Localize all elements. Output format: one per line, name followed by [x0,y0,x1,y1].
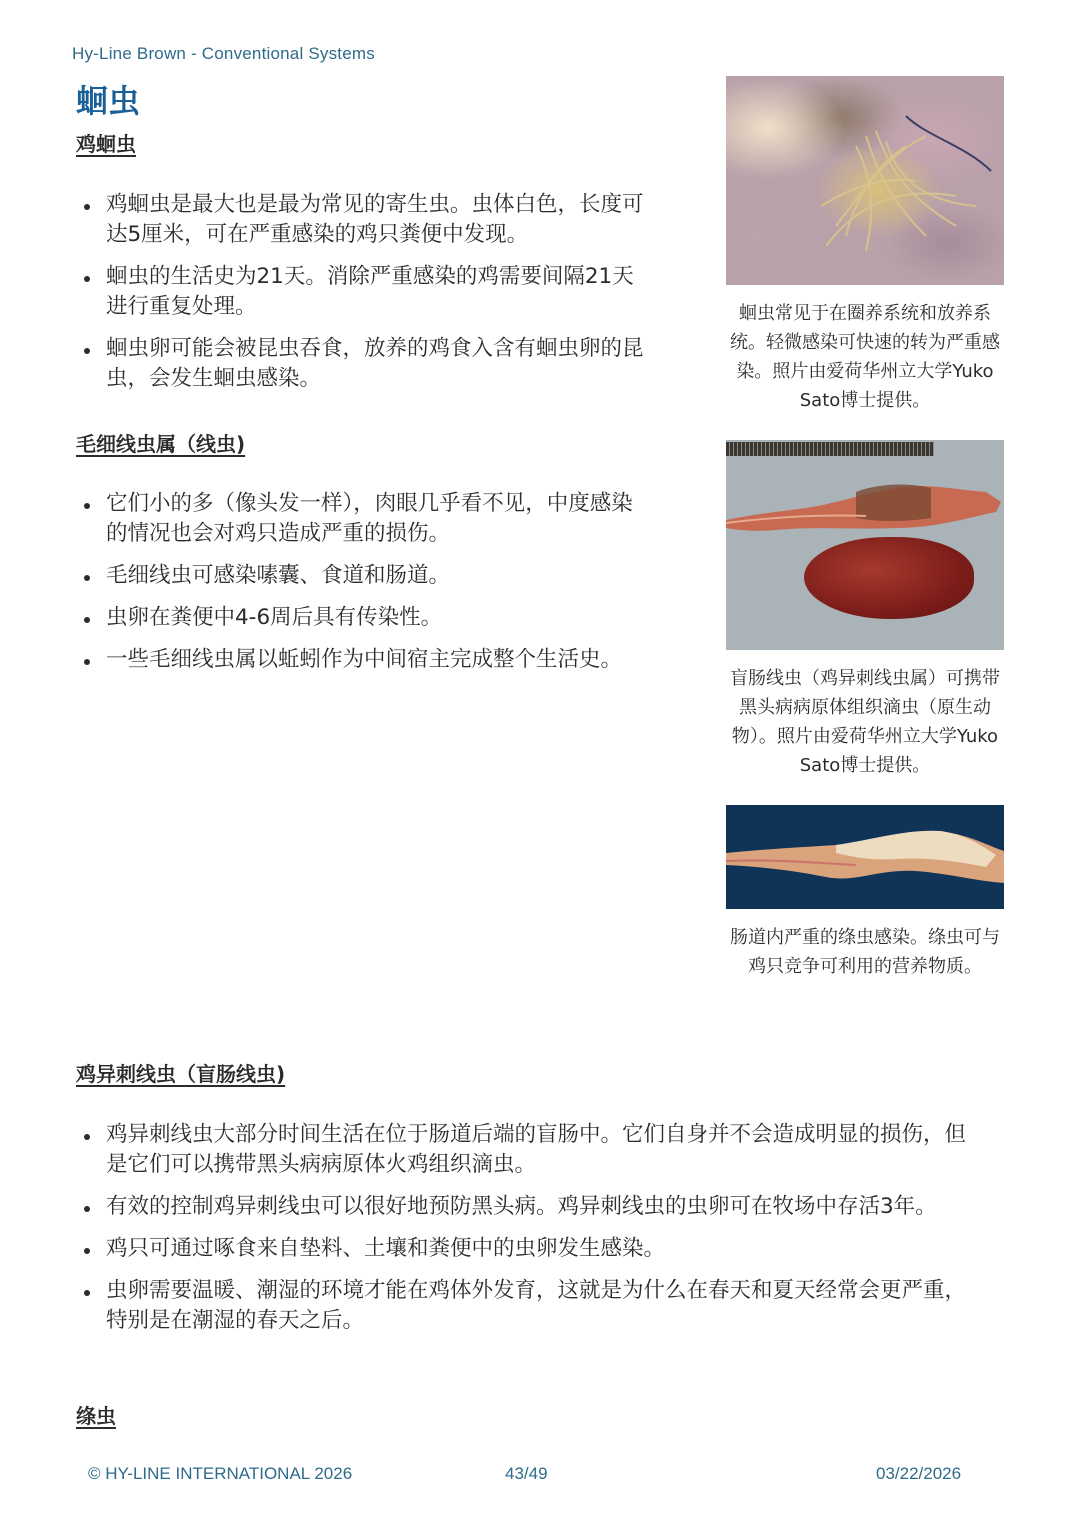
list-item: 鸡只可通过啄食来自垫料、土壤和粪便中的虫卵发生感染。 [76,1234,986,1264]
liver-graphic [804,537,974,619]
list-item: 一些毛细线虫属以蚯蚓作为中间宿主完成整个生活史。 [76,645,646,675]
list-item: 蛔虫卵可能会被昆虫吞食，放养的鸡食入含有蛔虫卵的昆虫，会发生蛔虫感染。 [76,334,646,394]
page-title: 蛔虫 [76,82,141,120]
ruler-graphic [726,442,934,456]
footer-page-number: 43/49 [505,1464,548,1483]
worm-strands-graphic [726,76,1004,285]
cecal-worms-and-liver-photo [726,440,1004,650]
heterakis-bullet-list [76,1120,986,1348]
list-item: 鸡异刺线虫大部分时间生活在位于肠道后端的盲肠中。它们自身并不会造成明显的损伤，但是它们可以携带黑头病病原体火鸡组织滴虫。 [76,1120,986,1180]
list-item: 虫卵在粪便中4-6周后具有传染性。 [76,603,646,633]
footer-copyright: © HY-LINE INTERNATIONAL 2026 [88,1464,353,1483]
capillaria-bullet-list [76,489,646,687]
tapeworm-intestine-photo [726,805,1004,909]
document-header: Hy-Line Brown - Conventional Systems [72,44,375,63]
list-item: 鸡蛔虫是最大也是最为常见的寄生虫。虫体白色，长度可达5厘米，可在严重感染的鸡只粪便中发现。 [76,190,646,250]
cecum-graphic [726,478,1004,538]
figure-caption: 肠道内严重的绦虫感染。绦虫可与鸡只竞争可利用的营养物质。 [730,927,1000,977]
figure-caption: 盲肠线虫（鸡异刺线虫属）可携带黑头病病原体组织滴虫（原生动物）。照片由爱荷华州立大学Yuko Sato博士提供。 [730,668,1000,776]
figure-caption: 蛔虫常见于在圈养系统和放养系统。轻微感染可快速的转为严重感染。照片由爱荷华州立大学Yuko Sato博士提供。 [730,303,1000,411]
list-item: 虫卵需要温暖、潮湿的环境才能在鸡体外发育，这就是为什么在春天和夏天经常会更严重，特别是在潮湿的春天之后。 [76,1276,986,1336]
list-item: 它们小的多（像头发一样），肉眼几乎看不见，中度感染的情况也会对鸡只造成严重的损伤。 [76,489,646,549]
section-heading-ascaridia: 鸡蛔虫 [76,132,136,156]
ascaridia-bullet-list [76,190,646,406]
list-item: 有效的控制鸡异刺线虫可以很好地预防黑头病。鸡异刺线虫的虫卵可在牧场中存活3年。 [76,1192,986,1222]
list-item: 蛔虫的生活史为21天。消除严重感染的鸡需要间隔21天进行重复处理。 [76,262,646,322]
section-heading-heterakis: 鸡异刺线虫（盲肠线虫) [76,1062,286,1086]
figure-cecal-worms [726,440,1004,780]
roundworms-in-intestine-photo [726,76,1004,285]
figure-roundworms [726,76,1004,415]
footer-date: 03/22/2026 [876,1464,962,1483]
section-heading-tapeworm: 绦虫 [76,1404,116,1428]
tapeworm-graphic [726,805,1004,909]
figure-tapeworm [726,805,1004,981]
list-item: 毛细线虫可感染嗉囊、食道和肠道。 [76,561,646,591]
section-heading-capillaria: 毛细线虫属（线虫) [76,432,246,456]
